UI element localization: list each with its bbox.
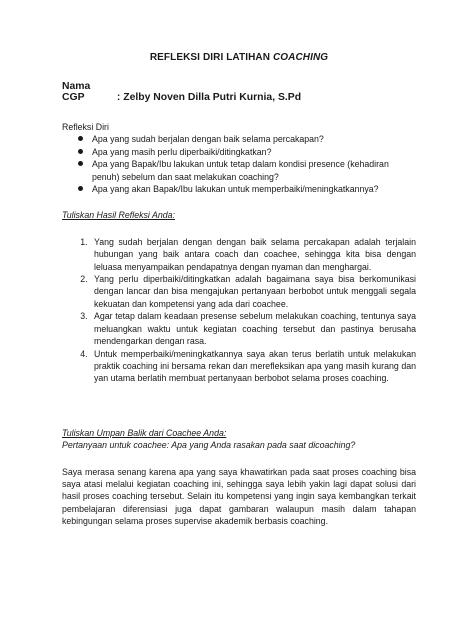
question-item: Apa yang Bapak/Ibu lakukan untuk tetap dalam kondisi presence (kehadiran penuh) sebelum dan saat melakukan coaching?	[78, 158, 416, 183]
refleksi-label: Refleksi Diri	[62, 122, 109, 132]
answer-item: 3. Agar tetap dalam keadaan presense sebelum melakukan coaching, tentunya saya meluangkan waktu untuk kegiatan coaching tersebut dan pastinya berusaha mendengarkan dengan rasa.	[90, 310, 416, 347]
document-body	[62, 121, 416, 528]
name-value: : Zelby Noven Dilla Putri Kurnia, S.Pd	[116, 92, 302, 103]
question-item: Apa yang akan Bapak/Ibu lakukan untuk memperbaiki/meningkatkannya?	[78, 183, 416, 195]
feedback-heading: Tuliskan Umpan Balik dari Coachee Anda:	[62, 427, 227, 438]
question-item: Apa yang masih perlu diperbaiki/ditingkatkan?	[78, 146, 416, 158]
answer-item: 1. Yang sudah berjalan dengan dengan baik selama percakapan adalah terjalain hubungan yang baik antara coach dan coachee, sehingga kita bisa dengan leluasa menyampaikan pendapatnya dengan nyaman dan menghargai.	[90, 236, 416, 273]
title-emphasis: COACHING	[272, 52, 329, 63]
title-text: REFLEKSI DIRI LATIHAN	[149, 52, 273, 63]
results-heading: Tuliskan Hasil Refleksi Anda:	[62, 210, 175, 221]
feedback-answer: Saya merasa senang karena apa yang saya khawatirkan pada saat proses coaching bisa saya atasi melalui kegiatan coaching ini, sehingga saya lebih yakin lagi dapat solusi dari hasil proses coaching tersebut. Selain itu kompetensi yang ingin saya kembangkan terkait pembelajaran diferensiasi juga dapat gambaran walaupun masih dalam tahapan kebingungan selama proses supervise akademik berbasis coaching.	[62, 466, 416, 527]
reflection-questions	[62, 133, 416, 195]
answer-item: 2. Yang perlu diperbaiki/ditingkatkan adalah bagaimana saya bisa berkomunikasi dengan lancar dan bisa mengajukan pertanyaan berbobot untuk menggali segala kekuatan dan kompetensi yang ada dari coachee.	[90, 273, 416, 310]
participant-name-line	[62, 81, 416, 103]
feedback-question: Pertanyaan untuk coachee: Apa yang Anda rasakan pada saat dicoaching?	[62, 440, 356, 451]
name-label: Nama CGP	[62, 81, 91, 103]
reflection-answers	[62, 236, 416, 385]
answer-item: 4. Untuk memperbaiki/meningkatkannya saya akan terus berlatih untuk melakukan praktik coaching ini bersama rekan dan merefleksikan apa yang masih kurang dan yan utama berlatih membuat pertanyaan berbobot selama proses coaching.	[90, 348, 416, 385]
document-title	[62, 52, 416, 63]
question-item: Apa yang sudah berjalan dengan baik selama percakapan?	[78, 133, 416, 145]
